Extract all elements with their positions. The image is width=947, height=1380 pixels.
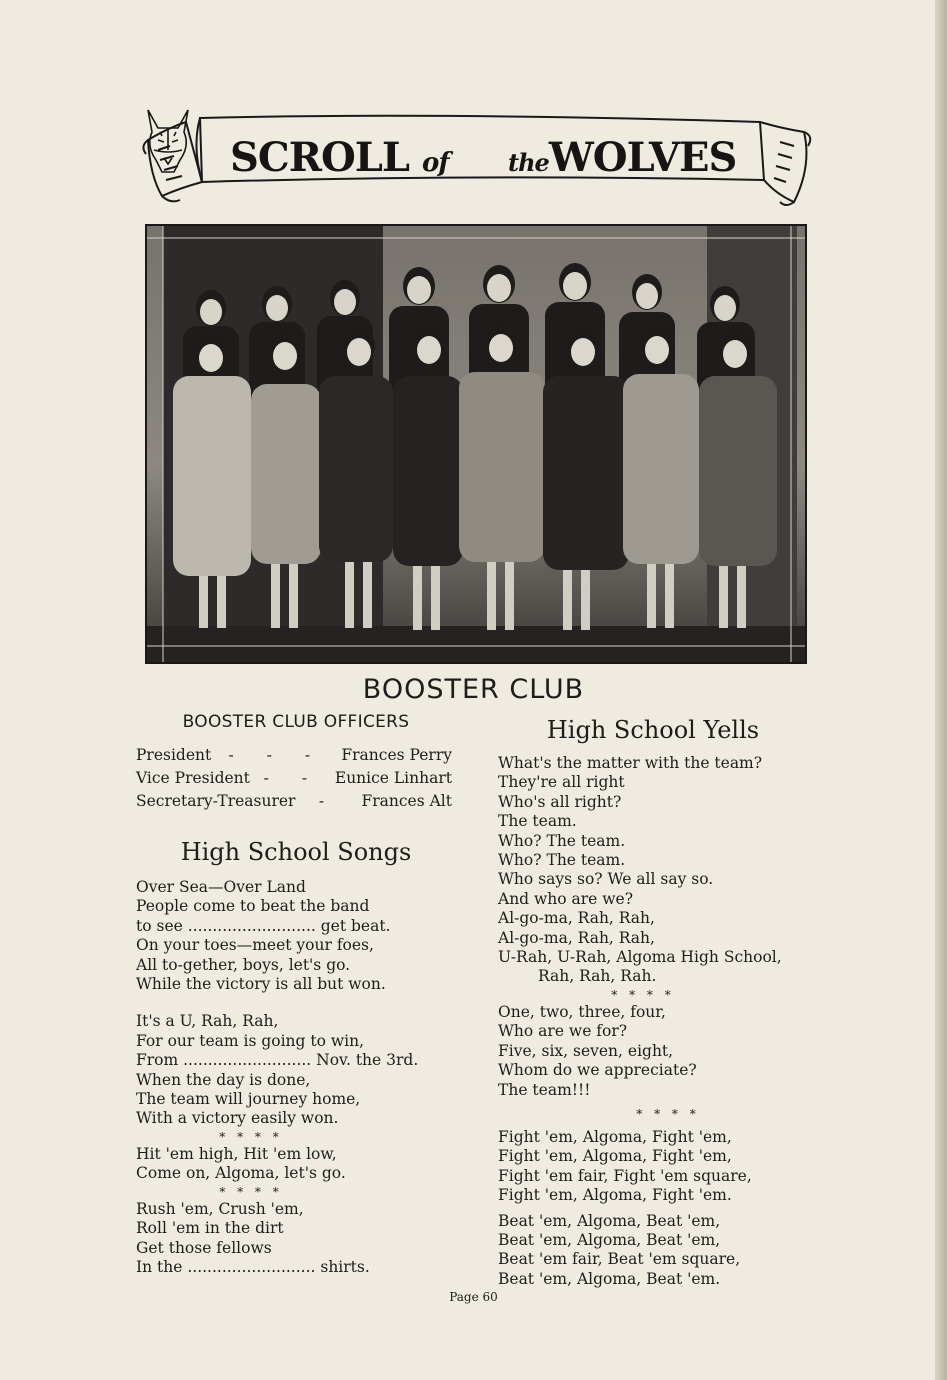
officer-role: Secretary-Treasurer: [136, 792, 296, 810]
song-verse: [136, 1012, 456, 1128]
yell-verse: [498, 1003, 808, 1100]
verse-line: Al-go-ma, Rah, Rah,: [498, 909, 655, 928]
verse-line: For our team is going to win,: [136, 1031, 364, 1050]
officer-role: Vice President: [136, 769, 250, 787]
verse-line: Beat 'em, Algoma, Beat 'em,: [498, 1230, 721, 1249]
song-verse: [136, 1200, 456, 1278]
verse-line: Five, six, seven, eight,: [498, 1041, 674, 1060]
yell-verse: [498, 1212, 808, 1290]
officer-role: President: [136, 746, 212, 764]
verse-line: In the .......................... shirts.: [136, 1257, 370, 1276]
verse-line: to see .......................... get beat.: [136, 916, 391, 935]
verse-line: With a victory easily won.: [136, 1109, 339, 1128]
verse-line: Over Sea—Over Land: [136, 878, 306, 896]
yell-verse: [498, 1128, 808, 1206]
verse-line: Beat 'em, Algoma, Beat 'em,: [498, 1211, 721, 1230]
verse-line: Who? The team.: [498, 851, 626, 870]
banner-title-right: theWOLVES: [508, 134, 737, 181]
verse-line: Fight 'em fair, Fight 'em square,: [498, 1166, 752, 1185]
verse-line: Al-go-ma, Rah, Rah,: [498, 928, 655, 947]
officer-name: Frances Alt: [361, 792, 452, 810]
right-column: [498, 712, 808, 1289]
officer-row: [136, 744, 452, 767]
verse-line: U-Rah, U-Rah, Algoma High School,: [498, 948, 782, 967]
verse-line: Whom do we appreciate?: [498, 1061, 697, 1080]
wolf-head-logo: [140, 106, 196, 178]
songs-heading: High School Songs: [180, 838, 412, 866]
verse-line: Who? The team.: [498, 831, 626, 850]
page-number: Page 60: [449, 1290, 498, 1304]
verse-line: Come on, Algoma, let's go.: [136, 1164, 346, 1183]
verse-line: Beat 'em fair, Beat 'em square,: [498, 1250, 741, 1269]
verse-line: Rah, Rah, Rah.: [538, 967, 657, 986]
verse-line: When the day is done,: [136, 1070, 311, 1089]
verse-line: It's a U, Rah, Rah,: [136, 1012, 279, 1031]
verse-line: The team!!!: [498, 1080, 591, 1099]
verse-line: All to-gether, boys, let's go.: [136, 955, 351, 974]
verse-line: From .......................... Nov. the 3rd.: [136, 1051, 419, 1070]
scroll-banner: [140, 106, 815, 210]
verse-line: Fight 'em, Algoma, Fight 'em,: [498, 1127, 732, 1146]
verse-line: Beat 'em, Algoma, Beat 'em.: [498, 1269, 721, 1288]
verse-line: People come to beat the band: [136, 897, 370, 916]
officer-name: Frances Perry: [341, 746, 452, 764]
officers-list: [136, 744, 456, 813]
verse-line: Who are we for?: [498, 1022, 628, 1041]
page-title: BOOSTER CLUB: [362, 674, 585, 705]
yells-heading: High School Yells: [546, 716, 760, 744]
officer-row: [136, 790, 452, 813]
star-separator: * * * *: [636, 1106, 700, 1121]
officer-name: Eunice Linhart: [334, 769, 452, 787]
star-separator: * * * *: [219, 1184, 283, 1199]
verse-line: And who are we?: [498, 889, 634, 908]
song-verse: [136, 878, 456, 994]
verse-line: One, two, three, four,: [498, 1002, 666, 1021]
officer-dashes: - - -: [228, 746, 325, 764]
yell-verse: [498, 754, 808, 987]
verse-line: Fight 'em, Algoma, Fight 'em,: [498, 1147, 732, 1166]
verse-line: Roll 'em in the dirt: [136, 1219, 284, 1238]
left-column: [136, 712, 456, 1277]
officers-heading: BOOSTER CLUB OFFICERS: [182, 712, 410, 732]
verse-line: They're all right: [498, 773, 625, 792]
banner-title-left: SCROLL of: [230, 134, 449, 181]
verse-line: The team.: [498, 812, 577, 831]
song-verse: [136, 1145, 456, 1184]
star-separator: * * * *: [219, 1129, 283, 1144]
verse-line: The team will journey home,: [136, 1090, 361, 1109]
verse-line: On your toes—meet your foes,: [136, 936, 374, 955]
verse-line: Who's all right?: [498, 792, 622, 811]
verse-line: Who says so? We all say so.: [498, 870, 714, 889]
verse-line: Rush 'em, Crush 'em,: [136, 1199, 304, 1218]
verse-line: What's the matter with the team?: [498, 754, 763, 772]
verse-line: While the victory is all but won.: [136, 975, 386, 994]
officer-row: [136, 767, 452, 790]
booster-club-photo: [145, 224, 807, 664]
verse-line: Fight 'em, Algoma, Fight 'em.: [498, 1186, 732, 1205]
verse-line: Hit 'em high, Hit 'em low,: [136, 1144, 337, 1163]
officer-dashes: -: [318, 792, 339, 810]
officer-dashes: - -: [263, 769, 322, 787]
verse-line: Get those fellows: [136, 1238, 272, 1257]
star-separator: * * * *: [611, 987, 675, 1002]
